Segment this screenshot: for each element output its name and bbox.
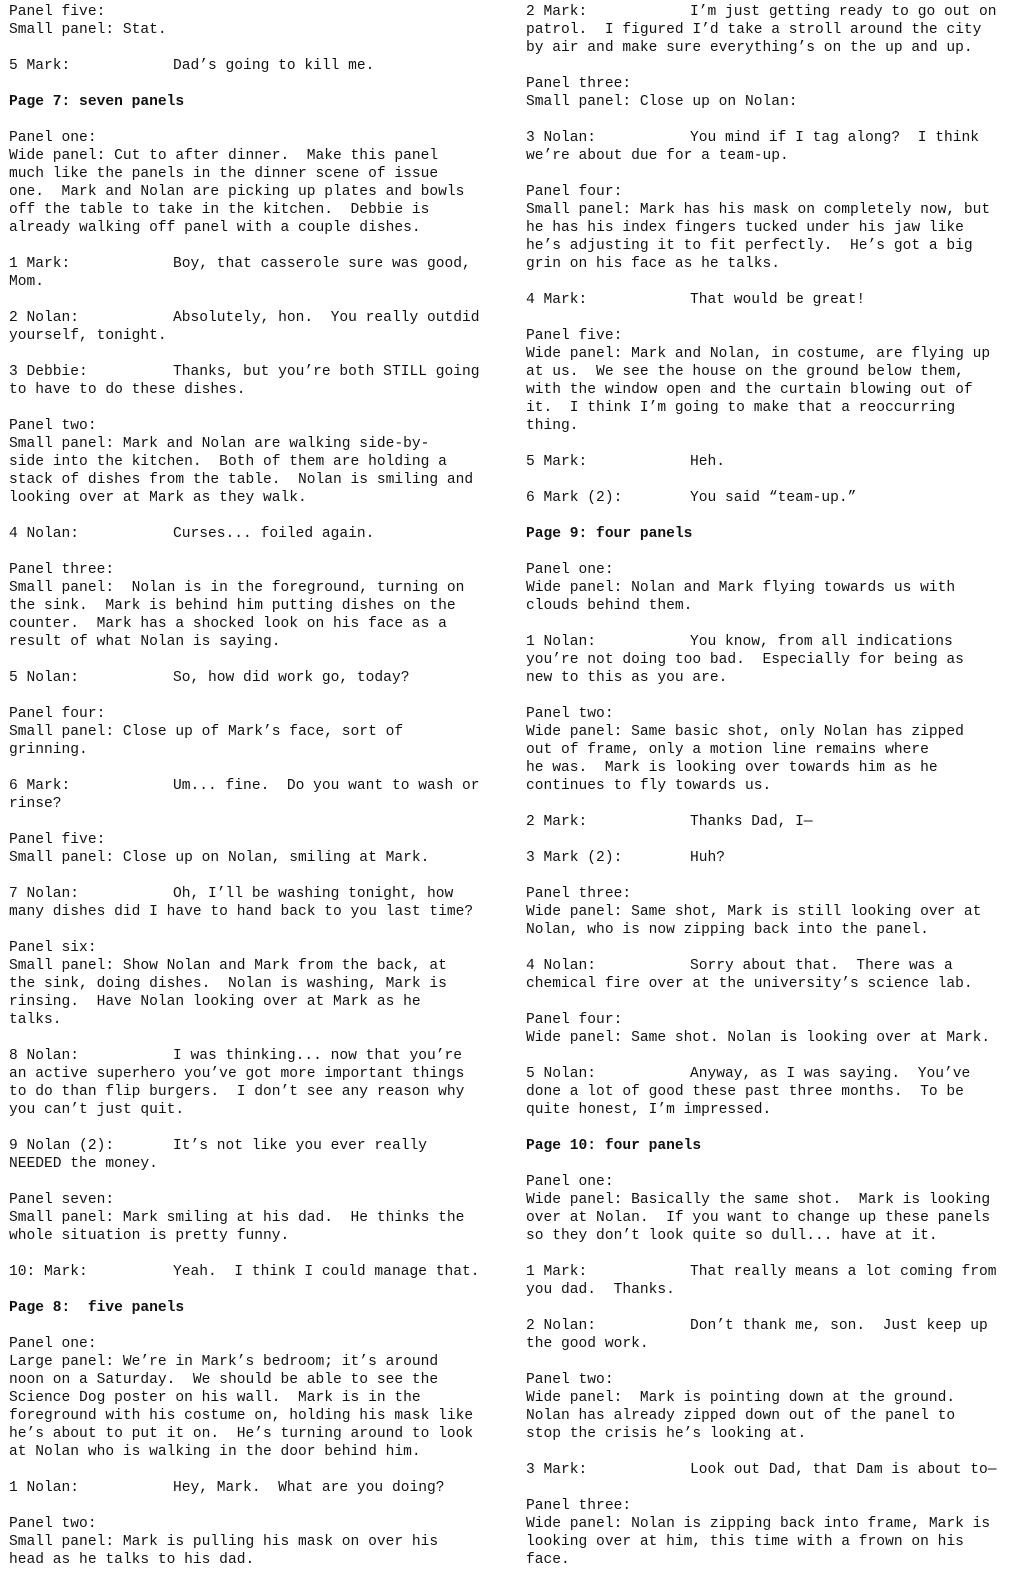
script-line: stack of dishes from the table. Nolan is smiling and <box>9 472 474 488</box>
dialogue-text: Um... fine. Do you want to wash or <box>173 778 480 794</box>
speaker-label: 10: Mark: <box>9 1264 88 1280</box>
dialogue-text: Huh? <box>690 850 726 866</box>
script-line: Wide panel: Nolan is zipping back into frame, Mark is <box>526 1516 991 1532</box>
dialogue-line <box>9 885 509 903</box>
blank-line <box>9 921 509 939</box>
blank-line <box>526 939 1024 957</box>
dialogue-text: You said “team-up.” <box>690 490 857 506</box>
blank-line <box>526 1155 1024 1173</box>
page-heading: Page 10: four panels <box>526 1138 702 1154</box>
dialogue-text: Anyway, as I was saying. You’ve <box>690 1066 971 1082</box>
blank-line <box>526 1299 1024 1317</box>
blank-line <box>9 1173 509 1191</box>
script-line: Panel three: <box>526 76 632 92</box>
blank-line <box>526 165 1024 183</box>
dialogue-line <box>9 525 509 543</box>
dialogue-text: So, how did work go, today? <box>173 670 410 686</box>
script-line: Panel one: <box>9 130 97 146</box>
script-line: he’s about to put it on. He’s turning around to look <box>9 1426 474 1442</box>
script-line: Panel seven: <box>9 1192 115 1208</box>
dialogue-line <box>526 1461 1024 1479</box>
speaker-label: 1 Mark: <box>526 1264 588 1280</box>
script-line: Panel three: <box>526 886 632 902</box>
script-line: Nolan has already zipped down out of the panel to <box>526 1408 956 1424</box>
script-line: one. Mark and Nolan are picking up plates and bowls <box>9 184 465 200</box>
blank-line <box>9 1497 509 1515</box>
speaker-label: 1 Nolan: <box>526 634 597 650</box>
dialogue-line <box>526 813 1024 831</box>
dialogue-line <box>9 1263 509 1281</box>
script-line: continues to fly towards us. <box>526 778 772 794</box>
script-line: Small panel: Stat. <box>9 22 167 38</box>
script-line: chemical fire over at the university’s science lab. <box>526 976 973 992</box>
script-line: thing. <box>526 418 579 434</box>
dialogue-line <box>9 309 509 327</box>
blank-line <box>526 543 1024 561</box>
dialogue-line <box>9 255 509 273</box>
script-line: Mom. <box>9 274 45 290</box>
speaker-label: 1 Mark: <box>9 256 71 272</box>
script-line: Panel two: <box>526 1372 614 1388</box>
speaker-label: 9 Nolan (2): <box>9 1138 115 1154</box>
script-line: whole situation is pretty funny. <box>9 1228 290 1244</box>
script-line: the good work. <box>526 1336 649 1352</box>
dialogue-line <box>526 291 1024 309</box>
dialogue-line <box>9 1479 509 1497</box>
script-line: Panel four: <box>526 1012 623 1028</box>
speaker-label: 5 Nolan: <box>526 1066 597 1082</box>
blank-line <box>9 39 509 57</box>
blank-line <box>9 111 509 129</box>
blank-line <box>526 795 1024 813</box>
blank-line <box>526 57 1024 75</box>
dialogue-line <box>9 1047 509 1065</box>
script-line: he was. Mark is looking over towards him as he <box>526 760 938 776</box>
blank-line <box>9 1119 509 1137</box>
script-line: new to this as you are. <box>526 670 728 686</box>
script-line: Wide panel: Mark and Nolan, in costume, are flying up <box>526 346 991 362</box>
speaker-label: 4 Nolan: <box>526 958 597 974</box>
script-line: Panel two: <box>526 706 614 722</box>
script-line: by air and make sure everything’s on the up and up. <box>526 40 973 56</box>
dialogue-line <box>9 363 509 381</box>
dialogue-text: Boy, that casserole sure was good, <box>173 256 471 272</box>
script-line: off the table to take in the kitchen. Debbie is <box>9 202 430 218</box>
script-line: clouds behind them. <box>526 598 693 614</box>
speaker-label: 2 Nolan: <box>9 310 80 326</box>
script-line: looking over at Mark as they walk. <box>9 490 307 506</box>
dialogue-text: Don’t thank me, son. Just keep up <box>690 1318 988 1334</box>
dialogue-line <box>9 777 509 795</box>
dialogue-line <box>9 1137 509 1155</box>
dialogue-line <box>526 3 1024 21</box>
blank-line <box>9 1281 509 1299</box>
dialogue-text: Look out Dad, that Dam is about to— <box>690 1462 997 1478</box>
script-line: Large panel: We’re in Mark’s bedroom; it’s around <box>9 1354 439 1370</box>
dialogue-text: Dad’s going to kill me. <box>173 58 375 74</box>
dialogue-line <box>526 849 1024 867</box>
blank-line <box>526 273 1024 291</box>
page-heading: Page 7: seven panels <box>9 94 185 110</box>
blank-line <box>526 1119 1024 1137</box>
script-line: Panel two: <box>9 1516 97 1532</box>
script-line: head as he talks to his dad. <box>9 1552 255 1568</box>
page-heading: Page 8: five panels <box>9 1300 185 1316</box>
script-line: Panel three: <box>526 1498 632 1514</box>
script-line: Small panel: Close up on Nolan: <box>526 94 798 110</box>
dialogue-text: Sorry about that. There was a <box>690 958 953 974</box>
script-line: Wide panel: Cut to after dinner. Make this panel <box>9 148 439 164</box>
script-line: Small panel: Mark smiling at his dad. He thinks the <box>9 1210 465 1226</box>
speaker-label: 5 Mark: <box>526 454 588 470</box>
dialogue-text: You know, from all indications <box>690 634 953 650</box>
script-line: noon on a Saturday. We should be able to see the <box>9 1372 439 1388</box>
dialogue-line <box>9 57 509 75</box>
script-line: he’s adjusting it to fit perfectly. He’s got a big <box>526 238 973 254</box>
script-line: Panel six: <box>9 940 97 956</box>
blank-line <box>9 507 509 525</box>
script-line: rinse? <box>9 796 62 812</box>
blank-line <box>9 813 509 831</box>
blank-line <box>9 651 509 669</box>
script-line: an active superhero you’ve got more important things <box>9 1066 465 1082</box>
dialogue-text: Heh. <box>690 454 726 470</box>
blank-line <box>9 1245 509 1263</box>
script-line: Science Dog poster on his wall. Mark is in the <box>9 1390 421 1406</box>
dialogue-line <box>526 1065 1024 1083</box>
blank-line <box>526 867 1024 885</box>
script-line: foreground with his costume on, holding his mask like <box>9 1408 474 1424</box>
script-line: Wide panel: Nolan and Mark flying towards us with <box>526 580 956 596</box>
script-line: Wide panel: Same shot, Mark is still looking over at <box>526 904 982 920</box>
script-line: Panel five: <box>526 328 623 344</box>
script-line: already walking off panel with a couple dishes. <box>9 220 421 236</box>
speaker-label: 6 Mark: <box>9 778 71 794</box>
script-line: with the window open and the curtain blowing out of <box>526 382 973 398</box>
blank-line <box>9 1461 509 1479</box>
script-line: Nolan, who is now zipping back into the panel. <box>526 922 929 938</box>
blank-line <box>9 1029 509 1047</box>
script-line: at us. We see the house on the ground below them, <box>526 364 964 380</box>
blank-line <box>9 543 509 561</box>
blank-line <box>526 831 1024 849</box>
blank-line <box>9 75 509 93</box>
script-line: you can’t just quit. <box>9 1102 185 1118</box>
script-line: you dad. Thanks. <box>526 1282 675 1298</box>
blank-line <box>526 111 1024 129</box>
speaker-label: 6 Mark (2): <box>526 490 623 506</box>
dialogue-text: Absolutely, hon. You really outdid <box>173 310 480 326</box>
script-line: to do than flip burgers. I don’t see any reason why <box>9 1084 465 1100</box>
blank-line <box>526 471 1024 489</box>
script-line: Panel one: <box>526 562 614 578</box>
dialogue-line <box>9 669 509 687</box>
script-line: NEEDED the money. <box>9 1156 158 1172</box>
page-heading: Page 9: four panels <box>526 526 693 542</box>
dialogue-text: I was thinking... now that you’re <box>173 1048 463 1064</box>
dialogue-line <box>526 489 1024 507</box>
right-column <box>526 3 1024 1569</box>
blank-line <box>9 237 509 255</box>
script-line: Small panel: Mark and Nolan are walking side-by- <box>9 436 430 452</box>
script-line: so they don’t look quite so dull... have at it. <box>526 1228 938 1244</box>
script-line: Panel four: <box>526 184 623 200</box>
blank-line <box>526 1443 1024 1461</box>
dialogue-text: Yeah. I think I could manage that. <box>173 1264 480 1280</box>
script-line: yourself, tonight. <box>9 328 167 344</box>
speaker-label: 2 Mark: <box>526 814 588 830</box>
speaker-label: 8 Nolan: <box>9 1048 80 1064</box>
script-line: looking over at him, this time with a frown on his <box>526 1534 964 1550</box>
dialogue-text: Curses... foiled again. <box>173 526 375 542</box>
speaker-label: 3 Debbie: <box>9 364 88 380</box>
script-line: Wide panel: Same basic shot, only Nolan has zipped <box>526 724 964 740</box>
blank-line <box>526 435 1024 453</box>
speaker-label: 2 Mark: <box>526 4 588 20</box>
dialogue-line <box>526 1263 1024 1281</box>
blank-line <box>9 687 509 705</box>
script-line: at Nolan who is walking in the door behind him. <box>9 1444 421 1460</box>
blank-line <box>526 993 1024 1011</box>
dialogue-line <box>526 957 1024 975</box>
speaker-label: 3 Nolan: <box>526 130 597 146</box>
script-line: out of frame, only a motion line remains where <box>526 742 929 758</box>
blank-line <box>9 759 509 777</box>
script-line: Panel two: <box>9 418 97 434</box>
script-line: done a lot of good these past three months. To be <box>526 1084 964 1100</box>
dialogue-text: You mind if I tag along? I think <box>690 130 980 146</box>
blank-line <box>526 1353 1024 1371</box>
script-line: the sink, doing dishes. Nolan is washing, Mark is <box>9 976 447 992</box>
dialogue-text: Hey, Mark. What are you doing? <box>173 1480 445 1496</box>
blank-line <box>9 867 509 885</box>
script-line: rinsing. Have Nolan looking over at Mark as he <box>9 994 421 1010</box>
speaker-label: 4 Mark: <box>526 292 588 308</box>
blank-line <box>526 687 1024 705</box>
script-line: Wide panel: Same shot. Nolan is looking over at Mark. <box>526 1030 991 1046</box>
speaker-label: 4 Nolan: <box>9 526 80 542</box>
dialogue-line <box>526 453 1024 471</box>
dialogue-text: It’s not like you ever really <box>173 1138 427 1154</box>
script-line: Panel five: <box>9 4 106 20</box>
dialogue-text: Thanks Dad, I— <box>690 814 813 830</box>
script-line: Small panel: Show Nolan and Mark from the back, at <box>9 958 447 974</box>
script-line: Small panel: Mark has his mask on completely now, but <box>526 202 991 218</box>
script-line: Panel three: <box>9 562 115 578</box>
script-line: much like the panels in the dinner scene of issue <box>9 166 439 182</box>
dialogue-text: Thanks, but you’re both STILL going <box>173 364 480 380</box>
script-line: face. <box>526 1552 570 1568</box>
speaker-label: 1 Nolan: <box>9 1480 80 1496</box>
script-line: he has his index fingers tucked under his jaw like <box>526 220 964 236</box>
speaker-label: 5 Nolan: <box>9 670 80 686</box>
dialogue-text: Oh, I’ll be washing tonight, how <box>173 886 454 902</box>
blank-line <box>526 1245 1024 1263</box>
script-line: Wide panel: Mark is pointing down at the ground. <box>526 1390 956 1406</box>
blank-line <box>526 507 1024 525</box>
script-line: to have to do these dishes. <box>9 382 246 398</box>
blank-line <box>9 1317 509 1335</box>
blank-line <box>526 1479 1024 1497</box>
script-line: Small panel: Nolan is in the foreground, turning on <box>9 580 465 596</box>
blank-line <box>9 399 509 417</box>
speaker-label: 3 Mark: <box>526 1462 588 1478</box>
left-column <box>9 3 509 1569</box>
blank-line <box>9 291 509 309</box>
speaker-label: 3 Mark (2): <box>526 850 623 866</box>
script-line: Panel one: <box>526 1174 614 1190</box>
dialogue-line <box>526 129 1024 147</box>
script-line: side into the kitchen. Both of them are holding a <box>9 454 447 470</box>
blank-line <box>9 345 509 363</box>
speaker-label: 2 Nolan: <box>526 1318 597 1334</box>
script-line: Panel one: <box>9 1336 97 1352</box>
script-line: Small panel: Mark is pulling his mask on over his <box>9 1534 439 1550</box>
blank-line <box>526 309 1024 327</box>
script-line: talks. <box>9 1012 62 1028</box>
script-line: result of what Nolan is saying. <box>9 634 281 650</box>
dialogue-text: That would be great! <box>690 292 866 308</box>
script-line: counter. Mark has a shocked look on his face as a <box>9 616 447 632</box>
script-line: Panel five: <box>9 832 106 848</box>
speaker-label: 7 Nolan: <box>9 886 80 902</box>
dialogue-line <box>526 1317 1024 1335</box>
script-line: stop the crisis he’s looking at. <box>526 1426 807 1442</box>
blank-line <box>526 615 1024 633</box>
script-line: grin on his face as he talks. <box>526 256 780 272</box>
script-line: you’re not doing too bad. Especially for being as <box>526 652 964 668</box>
script-line: patrol. I figured I’d take a stroll around the city <box>526 22 982 38</box>
dialogue-text: I’m just getting ready to go out on <box>690 4 997 20</box>
script-line: we’re about due for a team-up. <box>526 148 789 164</box>
script-line: Small panel: Close up of Mark’s face, sort of <box>9 724 404 740</box>
script-line: many dishes did I have to hand back to you last time? <box>9 904 474 920</box>
script-line: Panel four: <box>9 706 106 722</box>
script-line: the sink. Mark is behind him putting dishes on the <box>9 598 456 614</box>
speaker-label: 5 Mark: <box>9 58 71 74</box>
script-line: Small panel: Close up on Nolan, smiling at Mark. <box>9 850 430 866</box>
blank-line <box>526 1047 1024 1065</box>
script-line: Wide panel: Basically the same shot. Mark is looking <box>526 1192 991 1208</box>
script-line: it. I think I’m going to make that a reoccurring <box>526 400 956 416</box>
dialogue-line <box>526 633 1024 651</box>
script-line: over at Nolan. If you want to change up these panels <box>526 1210 991 1226</box>
script-line: grinning. <box>9 742 88 758</box>
dialogue-text: That really means a lot coming from <box>690 1264 997 1280</box>
script-line: quite honest, I’m impressed. <box>526 1102 772 1118</box>
